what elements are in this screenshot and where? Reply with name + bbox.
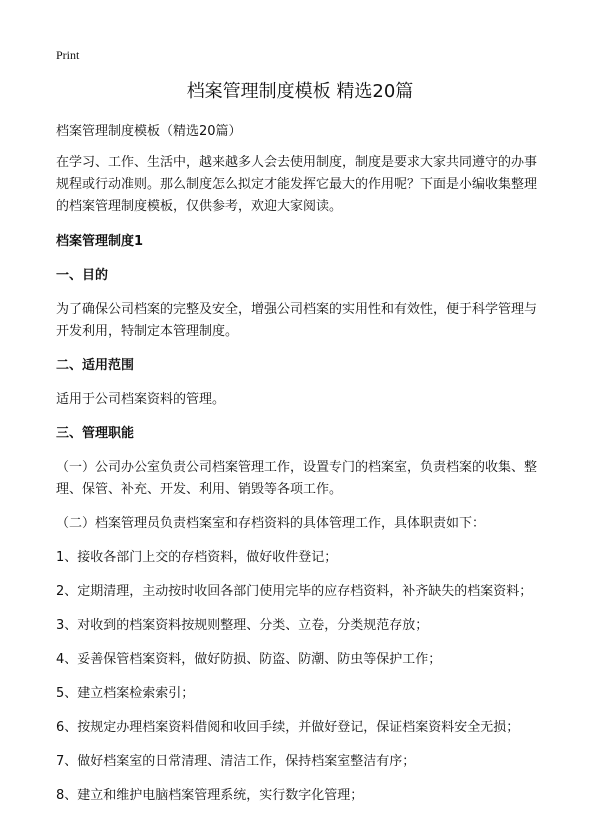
list-item: 2、定期清理，主动按时收回各部门使用完毕的应存档资料，补齐缺失的档案资料； [56, 584, 533, 599]
document-subtitle: 档案管理制度模板（精选20篇） [56, 124, 242, 139]
purpose-paragraph: 为了确保公司档案的完整及安全，增强公司档案的实用性和有效性，便于科学管理与开发利用，特制定本管理制度。 [56, 302, 538, 339]
scope-paragraph: 适用于公司档案资料的管理。 [56, 392, 226, 407]
intro-paragraph: 在学习、工作、生活中，越来越多人会去使用制度，制度是要求大家共同遵守的办事规程或行动准则。那么制度怎么拟定才能发挥它最大的作用呢？下面是小编收集整理的档案管理制度模板，仅供参考，欢迎大家阅读。 [56, 155, 538, 214]
list-item: 6、按规定办理档案资料借阅和收回手续，并做好登记，保证档案资料安全无损； [56, 720, 520, 735]
section-heading-purpose: 一、目的 [56, 268, 109, 283]
section-heading-functions: 三、管理职能 [56, 426, 135, 441]
print-label: Print [56, 48, 80, 62]
section-heading-scope: 二、适用范围 [56, 358, 135, 373]
list-item: 1、接收各部门上交的存档资料，做好收件登记； [56, 550, 338, 565]
document-title: 档案管理制度模板 精选20篇 [186, 81, 414, 102]
section-title: 档案管理制度1 [56, 234, 144, 249]
functions-paragraph-1: （一）公司办公室负责公司档案管理工作，设置专门的档案室，负责档案的收集、整理、保管、补充、开发、利用、销毁等各项工作。 [56, 460, 538, 497]
list-item: 5、建立档案检索索引； [56, 686, 195, 701]
document-content [56, 121, 548, 819]
list-item: 7、做好档案室的日常清理、清洁工作，保持档案室整洁有序； [56, 754, 416, 769]
list-item: 4、妥善保管档案资料，做好防损、防盗、防潮、防虫等保护工作； [56, 652, 442, 667]
list-item: 8、建立和维护电脑档案管理系统，实行数字化管理； [56, 788, 364, 803]
functions-paragraph-2: （二）档案管理员负责档案室和存档资料的具体管理工作，具体职责如下： [56, 516, 486, 531]
list-item: 3、对收到的档案资料按规则整理、分类、立卷，分类规范存放； [56, 618, 429, 633]
